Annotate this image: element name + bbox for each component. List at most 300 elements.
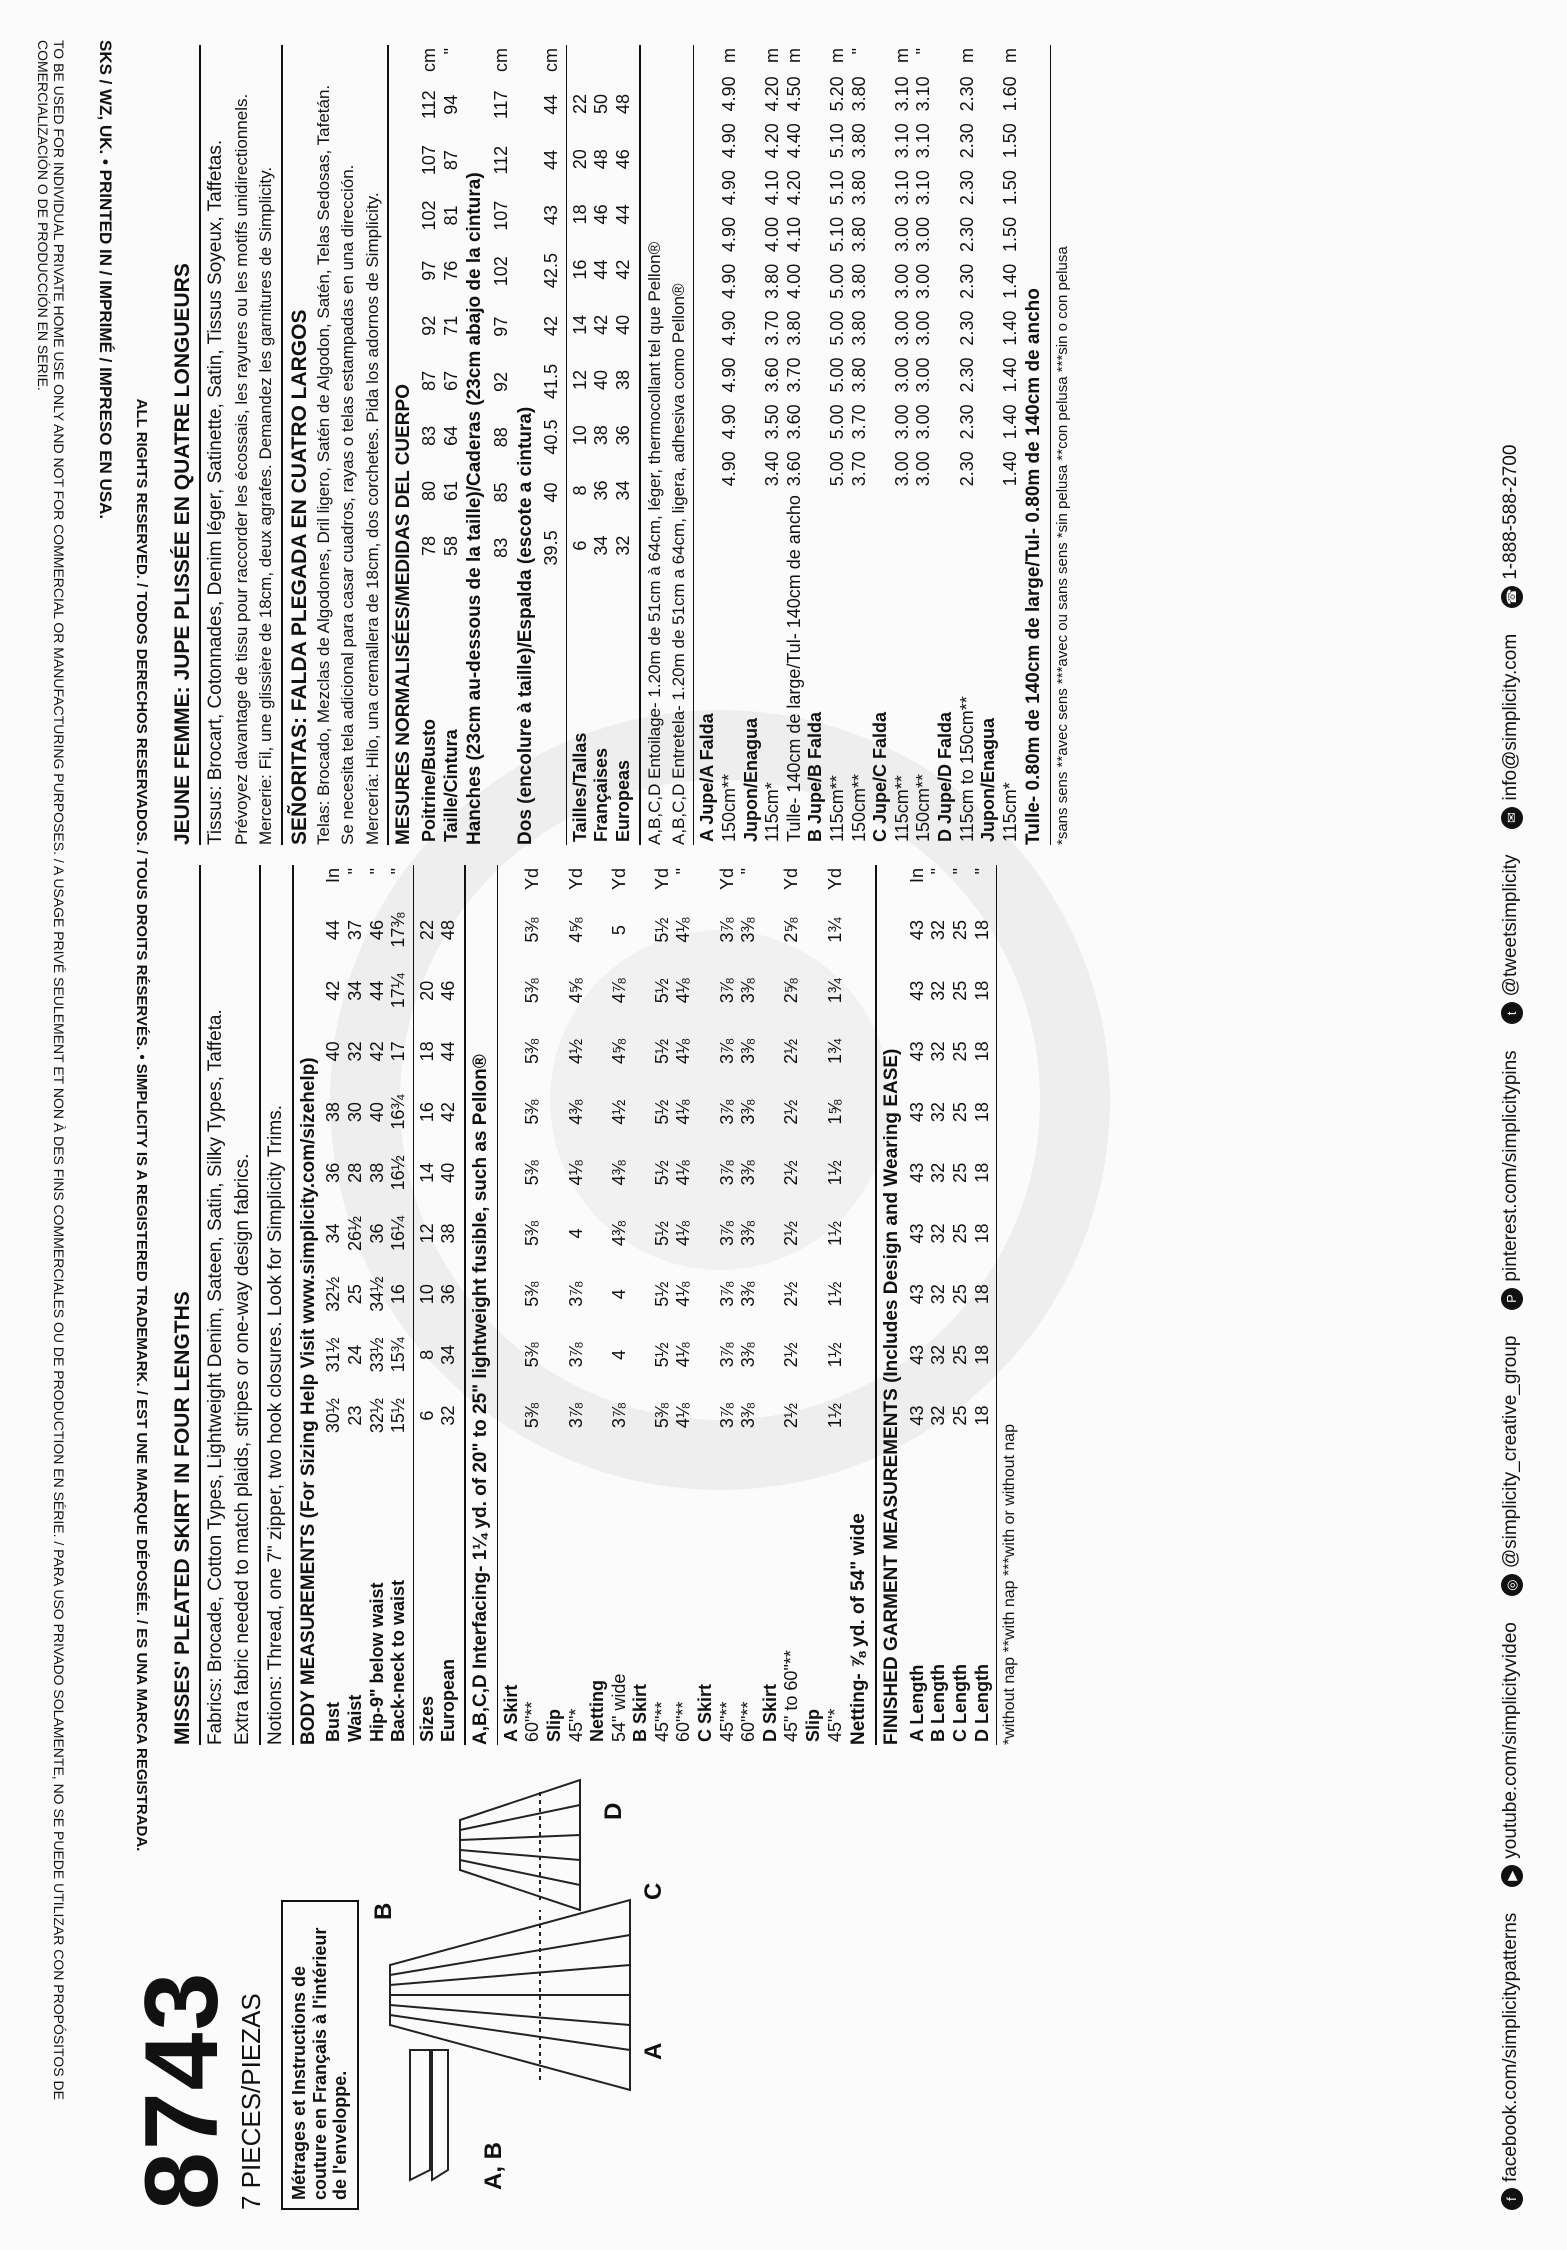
table-row [544, 865, 566, 1745]
cell-value: 40 [541, 482, 562, 503]
cell-value [587, 1203, 609, 1264]
cell-value: 3.80 [848, 310, 869, 346]
cell-value [587, 1385, 609, 1446]
cell-value: 102 [490, 256, 511, 287]
cell-value: 3.40 [762, 451, 783, 487]
cell-value: 94 [440, 94, 461, 115]
cell-value: 117 [490, 90, 511, 120]
cell-value [697, 352, 719, 399]
cell-value: 4⅛ [673, 1160, 694, 1186]
cell-value: 4.50 [783, 76, 804, 112]
cell-value [803, 1325, 825, 1386]
cell-value: 42 [613, 259, 634, 280]
cell-value: 4 [608, 1289, 629, 1300]
cell-value [978, 117, 1000, 164]
cell-value: 3⅞ [716, 1160, 737, 1186]
cell-value: 44 [591, 259, 612, 280]
social-link[interactable] [1500, 855, 1523, 1025]
unit: m [762, 48, 783, 63]
cell-value: 25 [950, 920, 971, 941]
table-row [587, 865, 609, 1745]
table-row [957, 45, 979, 845]
table-row [825, 865, 847, 1745]
cell-value: 2⅝ [781, 917, 802, 943]
cell-value: 1.40 [999, 263, 1020, 299]
cell-value: 5⅜ [522, 978, 543, 1004]
cell-value [803, 1385, 825, 1446]
cell-value [630, 1203, 652, 1264]
interfacing-text: A,B,C,D Interfacing- 1¼ yd. of 20" to 25" lightweight fusible, such as Pellon® [469, 1054, 491, 1745]
cell-value: 4⅛ [673, 917, 694, 943]
cell-value [870, 258, 892, 305]
social-icon: P [1501, 1288, 1523, 1310]
printed-in: SKS / WZ, UK. • PRINTED IN / IMPRIMÉ / IMPRESO EN USA. [96, 40, 115, 520]
fabrics-text: Fabrics: Brocade, Cotton Types, Lightweight Denim, Sateen, Satin, Silky Types, Taffeta. [205, 1009, 227, 1745]
cell-value [695, 1385, 717, 1446]
cell-value: 1.50 [999, 123, 1020, 159]
cell-value: 42 [323, 980, 344, 1001]
unit [741, 45, 763, 70]
row-label: 45"** [716, 1701, 737, 1742]
table-row [441, 45, 463, 845]
social-link[interactable] [1500, 634, 1523, 829]
cell-value: 4⅞ [608, 978, 629, 1004]
row-label: 115cm** [827, 775, 848, 842]
cell-value: 40 [591, 370, 612, 391]
cell-value: 4⅛ [673, 1403, 694, 1429]
cell-value: 30 [344, 1102, 365, 1123]
cell-value: 83 [490, 537, 511, 558]
row-label: 45"* [565, 1708, 586, 1742]
row-label: B Skirt [630, 1683, 651, 1742]
cell-value: 3.80 [848, 123, 869, 159]
cell-value [697, 258, 719, 305]
cell-value [978, 164, 1000, 211]
row-label: 45"** [651, 1701, 672, 1742]
cell-value: 3.60 [783, 404, 804, 440]
table-row [978, 45, 1000, 845]
unit: m [956, 48, 977, 63]
row-label: 45" to 60"** [781, 1650, 802, 1742]
social-links [1500, 20, 1523, 2250]
cell-value: 1⅝ [824, 1099, 845, 1125]
cell-value [501, 1203, 523, 1264]
unit [935, 45, 957, 70]
cell-value: 26½ [344, 1215, 365, 1252]
cell-value: 3.80 [848, 263, 869, 299]
cell-value: 16 [388, 1284, 409, 1305]
english-title: MISSES' PLEATED SKIRT IN FOUR LENGTHS [171, 1291, 194, 1745]
unit: Yd [522, 868, 543, 891]
unit: " [971, 868, 992, 875]
cell-value: 3.80 [762, 263, 783, 299]
unit [544, 865, 566, 900]
cell-value: 3⅜ [738, 1160, 759, 1186]
cell-value [978, 258, 1000, 305]
cell-value: 4⅜ [608, 1220, 629, 1246]
unit: Yd [716, 868, 737, 891]
cell-value: 25 [344, 1284, 365, 1305]
cell-value: 40 [438, 1162, 459, 1183]
necesita-text: Se necesita tela adicional para casar cuadros, rayas o telas estampadas en una dirección. [338, 164, 358, 845]
table-row [907, 865, 929, 1745]
cell-value: 32 [928, 1284, 949, 1305]
cell-value [935, 117, 957, 164]
cell-value [805, 70, 827, 117]
cell-value [760, 900, 782, 961]
cell-value: 43 [906, 920, 927, 941]
unit: m [783, 48, 804, 63]
cell-value: 4⅝ [565, 917, 586, 943]
row-label: Tailles/Tallas [569, 732, 590, 842]
table-row [609, 865, 631, 1745]
table-row [652, 865, 674, 1745]
row-label: D Length [971, 1664, 992, 1742]
cell-value [870, 352, 892, 399]
cell-value [544, 1082, 566, 1143]
cell-value: 20 [416, 980, 437, 1001]
cell-value [978, 70, 1000, 117]
cell-value: 32 [928, 1162, 949, 1183]
legal-usage: TO BE USED FOR INDIVIDUAL PRIVATE HOME USE ONLY AND NOT FOR COMMERCIAL OR MANUFACTURING PURPOSES. / A USAGE PRIVÉ SEULEMENT ET NON À DES FINS COMMERCIALES OU DE PRODUCTION EN SÉRIE. / PARA USO PRIVADO SOLAMENTE, NO SE PUEDE UTILIZAR CON PROPÓSITOS DE COMERCIALIZACIÓN O DE PRODUCCIÓN EN SERIE. [35, 40, 67, 2100]
unit [570, 45, 592, 76]
cell-value: 2½ [781, 1038, 802, 1064]
unit: cm [541, 48, 562, 72]
cell-value: 43 [541, 205, 562, 226]
cell-value: 3⅜ [738, 1281, 759, 1307]
table-row [613, 45, 635, 845]
cell-value: 48 [591, 149, 612, 170]
cell-value: 44 [541, 149, 562, 170]
cell-value: 3.10 [913, 76, 934, 112]
cell-value: 4.90 [719, 357, 740, 393]
table-row [491, 45, 513, 845]
table-row [928, 865, 950, 1745]
unit [591, 45, 613, 76]
unit: Yd [824, 868, 845, 891]
legal-rights: ALL RIGHTS RESERVED. / TODOS DERECHOS RESERVADOS. / TOUS DROITS RÉSERVÉS. • SIMPLICITY IS A REGISTERED TRADEMARK. / EST UNE MARQUE DÉPOSÉE. / ES UNA MARCA REGISTRADA. [133, 398, 150, 1852]
body-measurements-table [323, 865, 409, 1745]
cell-value: 25 [950, 1102, 971, 1123]
unit [587, 865, 609, 900]
table-row [417, 865, 439, 1745]
cell-value: 36 [366, 1223, 387, 1244]
cell-value [805, 164, 827, 211]
metric-body-table [419, 45, 462, 845]
table-row [323, 865, 345, 1745]
row-label: A Jupe/A Falda [697, 713, 718, 842]
cell-value: 3⅞ [565, 1403, 586, 1429]
cell-value [760, 1325, 782, 1386]
cell-value: 17⅜ [388, 912, 409, 948]
unit: m [719, 48, 740, 63]
pattern-number: 8743 [124, 1970, 240, 2210]
cell-value: 1¾ [824, 917, 845, 943]
cell-value [501, 1385, 523, 1446]
row-label: Europeas [613, 759, 634, 842]
table-row [367, 865, 389, 1745]
cell-value: 3.10 [913, 123, 934, 159]
row-label: Hip-9" below waist [366, 1582, 387, 1742]
cell-value: 5.20 [827, 76, 848, 112]
french-footnote: *sans sens **avec sens ***avec ou sans sens *sin pelusa **con pelusa ***sin o con pelusa [1054, 246, 1072, 845]
cell-value: 5⅜ [522, 1403, 543, 1429]
cell-value: 1.60 [999, 76, 1020, 112]
cell-value: 3.70 [848, 451, 869, 487]
cell-value: 2½ [781, 1220, 802, 1246]
cell-value [741, 164, 763, 211]
cell-value: 3⅞ [716, 1099, 737, 1125]
social-link[interactable] [1500, 445, 1523, 608]
row-label: Poitrine/Busto [418, 718, 439, 842]
table-row [827, 45, 849, 845]
cell-value: 42 [366, 1041, 387, 1062]
unit: In [323, 868, 344, 884]
view-label-c: C [640, 1882, 667, 1900]
row-label: D Jupe/D Falda [934, 711, 955, 842]
cell-value: 41.5 [541, 363, 562, 399]
english-footnote: *without nap **with nap ***with or without nap [1001, 1423, 1019, 1745]
cell-value: 88 [490, 427, 511, 448]
view-label-ab: A, B [480, 2142, 507, 2190]
table-row [541, 45, 563, 845]
cell-value: 17 [388, 1041, 409, 1062]
unit [697, 45, 719, 70]
cell-value: 5½ [651, 1099, 672, 1125]
cell-value: 34½ [366, 1276, 387, 1312]
cell-value: 44 [438, 1041, 459, 1062]
cell-value: 1½ [824, 1342, 845, 1368]
cell-value [697, 70, 719, 117]
cell-value: 43 [906, 980, 927, 1001]
cell-value: 16 [416, 1102, 437, 1123]
cell-value: 34 [323, 1223, 344, 1244]
sizes-table [417, 865, 460, 1745]
table-row [972, 865, 994, 1745]
cell-value: 50 [591, 94, 612, 115]
cell-value [760, 1203, 782, 1264]
cell-value: 1.40 [999, 404, 1020, 440]
cell-value: 2.30 [956, 357, 977, 393]
cell-value [805, 258, 827, 305]
cell-value [587, 1082, 609, 1143]
cell-value [741, 70, 763, 117]
cell-value: 4 [565, 1228, 586, 1239]
table-row [950, 865, 972, 1745]
cell-value [805, 305, 827, 352]
cell-value: 42 [541, 315, 562, 336]
cell-value: 3.00 [913, 263, 934, 299]
row-label: Slip [543, 1708, 564, 1742]
cell-value [803, 1142, 825, 1203]
unit: m [891, 48, 912, 63]
row-label: 115cm* [999, 782, 1020, 842]
cell-value: 3⅞ [716, 1403, 737, 1429]
table-row [803, 865, 825, 1745]
cell-value [587, 1021, 609, 1082]
cell-value [587, 1142, 609, 1203]
cell-value [935, 258, 957, 305]
cell-value: 17¼ [388, 973, 409, 1009]
cell-value [760, 1264, 782, 1325]
cell-value [760, 1385, 782, 1446]
cell-value [805, 398, 827, 445]
cell-value: 3⅜ [738, 1220, 759, 1246]
cell-value: 3⅞ [565, 1342, 586, 1368]
row-label: European [438, 1658, 459, 1742]
cell-value: 46 [591, 204, 612, 225]
cell-value: 3.10 [891, 76, 912, 112]
cell-value: 3.00 [891, 451, 912, 487]
cell-value: 1.40 [999, 451, 1020, 487]
cell-value: 3.70 [848, 404, 869, 440]
cell-value: 4⅛ [673, 1281, 694, 1307]
cell-value: 4½ [565, 1038, 586, 1064]
cell-value: 4⅝ [565, 978, 586, 1004]
row-label: 45"* [824, 1708, 845, 1742]
skirt-technical-drawings [370, 1760, 670, 2200]
yardage-table [501, 865, 847, 1745]
cell-value: 48 [613, 94, 634, 115]
cell-value: 34 [438, 1344, 459, 1365]
cell-value: 42 [591, 314, 612, 335]
cell-value: 33½ [366, 1337, 387, 1373]
social-text: @simplicity_creative_group [1500, 1335, 1521, 1569]
unit [805, 45, 827, 70]
cell-value [697, 211, 719, 258]
cell-value: 43 [906, 1284, 927, 1305]
cell-value: 25 [950, 1284, 971, 1305]
cell-value: 38 [591, 425, 612, 446]
cell-value: 3.70 [762, 310, 783, 346]
cell-value: 2½ [781, 1342, 802, 1368]
cell-value: 2⅝ [781, 978, 802, 1004]
cell-value: 40 [613, 314, 634, 335]
tissus-text: Tissus: Brocart, Cotonnades, Denim léger, Satinette, Satin, Tissus Soyeux, Taffetas. [205, 139, 227, 845]
unit [613, 45, 635, 76]
cell-value: 4⅜ [608, 1160, 629, 1186]
social-link[interactable] [1500, 1336, 1523, 1597]
cell-value: 32 [928, 1102, 949, 1123]
unit [870, 45, 892, 70]
cell-value: 78 [418, 535, 439, 557]
cell-value [870, 164, 892, 211]
cell-value: 4.90 [719, 310, 740, 346]
cell-value: 25 [950, 1223, 971, 1244]
row-label: 150cm** [719, 773, 740, 842]
cell-value: 32 [928, 1041, 949, 1062]
row-label [491, 575, 513, 845]
row-label [541, 576, 563, 845]
cell-value: 81 [440, 205, 461, 226]
unit: cm [418, 48, 439, 72]
cell-value [630, 1264, 652, 1325]
notions-text: Notions: Thread, one 7" zipper, two hook closures. Look for Simplicity Trims. [264, 1104, 286, 1745]
cell-value: 15½ [388, 1398, 409, 1434]
table-row [673, 865, 695, 1745]
social-link[interactable] [1500, 1050, 1523, 1309]
cell-value [803, 1082, 825, 1143]
social-icon: ✉ [1501, 807, 1523, 829]
cell-value [978, 398, 1000, 445]
cell-value: 32 [928, 1223, 949, 1244]
cell-value: 3⅜ [738, 1038, 759, 1064]
cell-value: 6 [416, 1410, 437, 1421]
cell-value: 38 [438, 1223, 459, 1244]
cell-value: 3.00 [891, 357, 912, 393]
cell-value: 3⅜ [738, 978, 759, 1004]
cell-value: 42 [438, 1102, 459, 1123]
row-label: Tulle- 140cm de large/Tul- 140cm de ancho [783, 495, 804, 842]
cell-value: 5½ [651, 917, 672, 943]
table-row [630, 865, 652, 1745]
cell-value: 5⅜ [522, 1160, 543, 1186]
cell-value: 16½ [388, 1155, 409, 1191]
metric-measurements-header: MESURES NORMALISÉES/MEDIDAS DEL CUERPO [393, 384, 415, 845]
cell-value: 32 [438, 1405, 459, 1426]
social-icon: ◎ [1501, 1574, 1523, 1596]
unit [501, 865, 523, 900]
cell-value: 5⅜ [522, 1220, 543, 1246]
cell-value [741, 258, 763, 305]
cell-value: 1½ [824, 1403, 845, 1429]
cell-value: 15¾ [388, 1337, 409, 1373]
cell-value [587, 1264, 609, 1325]
cell-value: 2.30 [956, 451, 977, 487]
table-row [697, 45, 719, 845]
row-label: Bust [323, 1702, 344, 1742]
cell-value: 46 [366, 920, 387, 941]
cell-value: 25 [950, 1344, 971, 1365]
cell-value: 43 [906, 1102, 927, 1123]
cell-value: 3.80 [848, 76, 869, 112]
cell-value [695, 900, 717, 961]
social-link[interactable] [1500, 1913, 1523, 2210]
hanches-table [491, 45, 513, 845]
cell-value: 92 [490, 371, 511, 392]
cell-value: 43 [906, 1344, 927, 1365]
cell-value: 3⅜ [738, 1403, 759, 1429]
cell-value: 18 [971, 920, 992, 941]
cell-value [760, 1021, 782, 1082]
row-label: C Skirt [695, 1683, 716, 1742]
cell-value: 36 [438, 1284, 459, 1305]
table-row [717, 865, 739, 1745]
cell-value: 3⅞ [716, 1281, 737, 1307]
cell-value: 3.60 [783, 451, 804, 487]
cell-value: 1½ [824, 1220, 845, 1246]
cell-value: 67 [440, 370, 461, 391]
cell-value: 107 [490, 200, 511, 231]
cell-value: 3⅜ [738, 1099, 759, 1125]
cell-value: 42.5 [541, 253, 562, 289]
table-row [591, 45, 613, 845]
cell-value: 5½ [651, 1038, 672, 1064]
cell-value: 18 [971, 1223, 992, 1244]
cell-value: 32 [344, 1041, 365, 1062]
cell-value: 3.50 [762, 404, 783, 440]
cell-value: 4.90 [719, 404, 740, 440]
cell-value: 4⅝ [608, 1038, 629, 1064]
social-link[interactable] [1500, 1622, 1523, 1887]
row-label: 60"** [738, 1701, 759, 1742]
cell-value: 1½ [824, 1160, 845, 1186]
unit: " [738, 868, 759, 875]
social-text: pinterest.com/simplicitypins [1500, 1050, 1522, 1282]
cell-value [697, 445, 719, 492]
cell-value: 5.00 [827, 310, 848, 346]
cell-value: 5½ [651, 1160, 672, 1186]
